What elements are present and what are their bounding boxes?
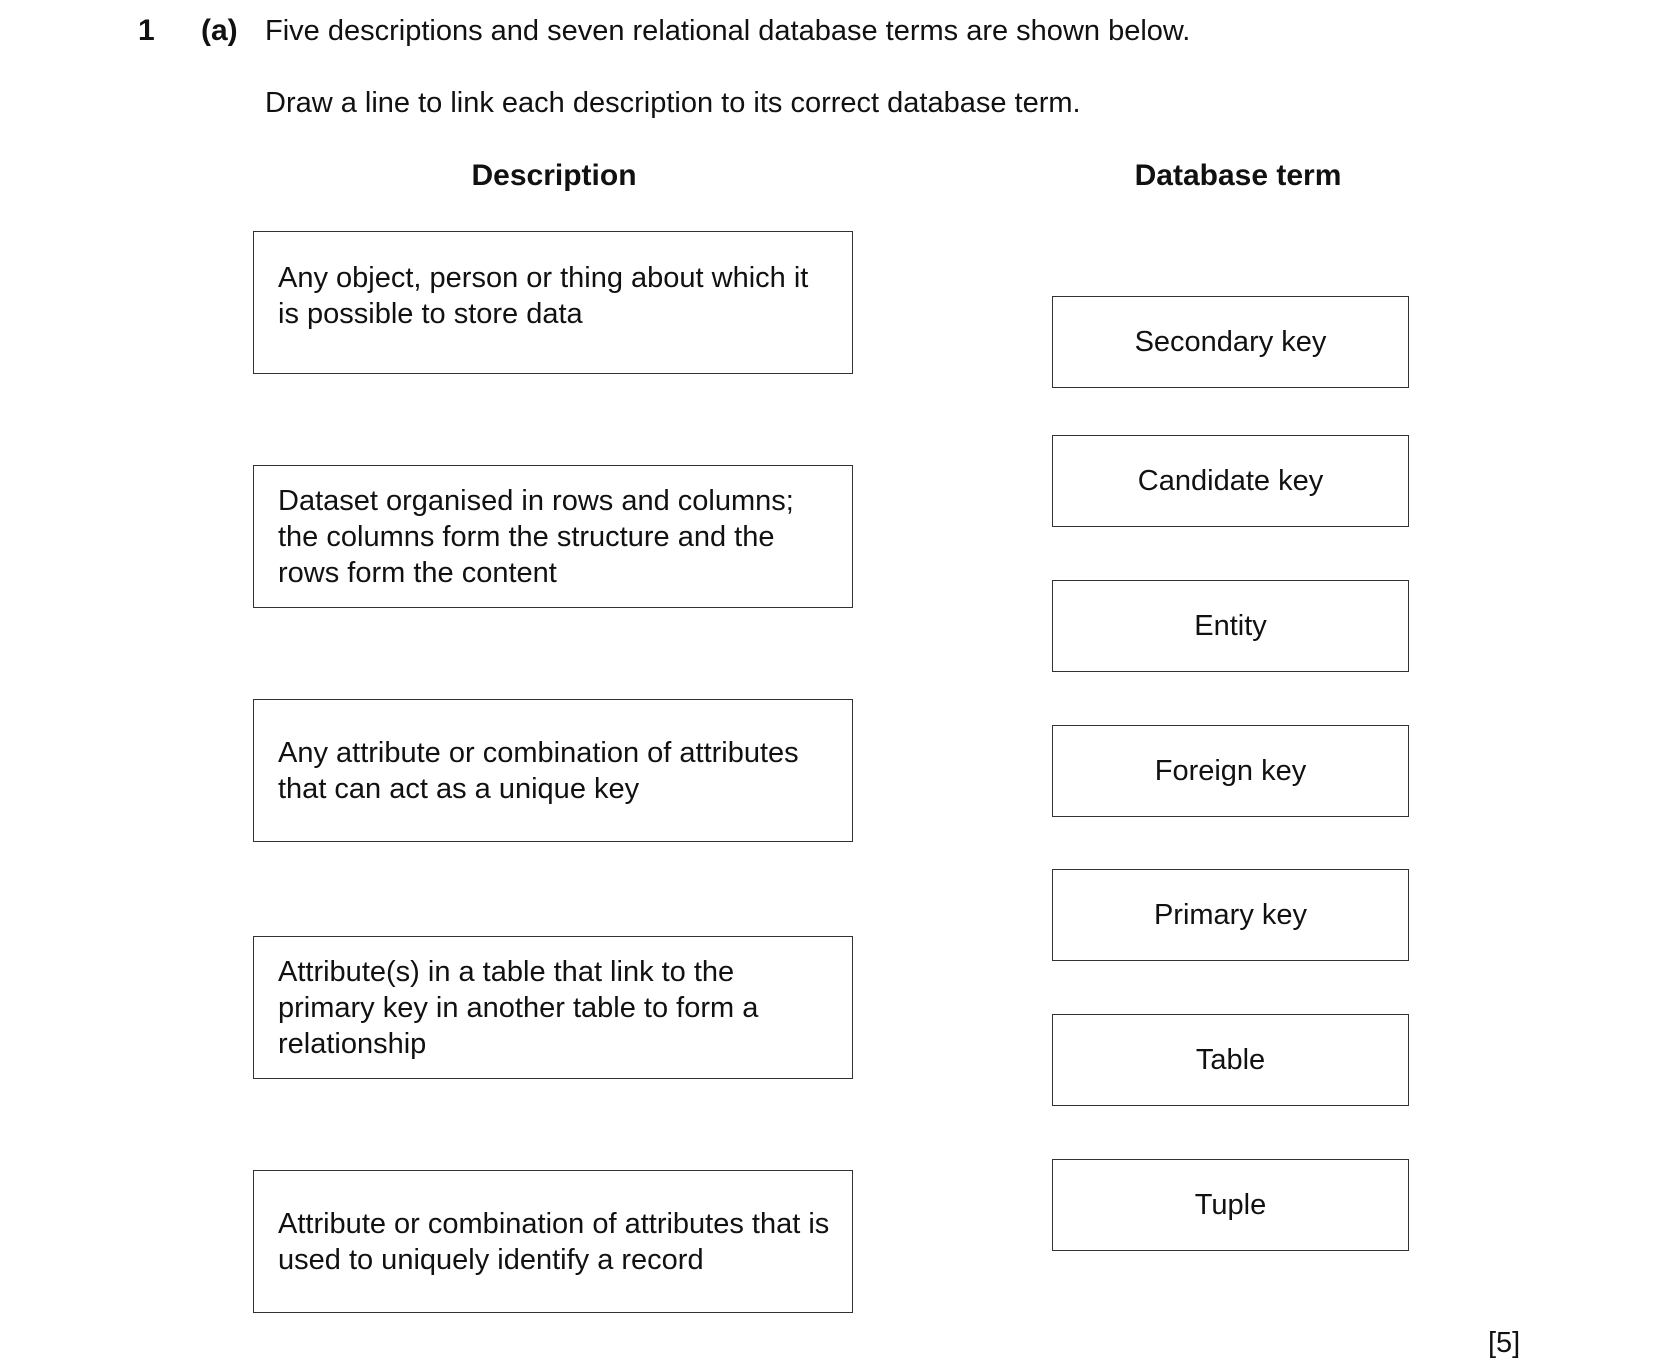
description-text: Any object, person or thing about which it is possible to store data bbox=[278, 261, 809, 330]
term-box-secondary-key[interactable]: Secondary key bbox=[1052, 296, 1409, 388]
description-text: Attribute(s) in a table that link to the primary key in another table to form a relationship bbox=[278, 955, 759, 1060]
description-box-primary-key[interactable] bbox=[253, 1170, 853, 1313]
question-part: (a) bbox=[201, 14, 238, 47]
description-text: Dataset organised in rows and columns; the columns form the structure and the rows form the content bbox=[278, 484, 794, 589]
description-text: Any attribute or combination of attributes that can act as a unique key bbox=[278, 736, 799, 805]
description-text: Attribute or combination of attributes that is used to uniquely identify a record bbox=[278, 1207, 830, 1276]
question-number: 1 bbox=[138, 14, 155, 47]
description-box-entity[interactable] bbox=[253, 231, 853, 374]
term-box-entity[interactable]: Entity bbox=[1052, 580, 1409, 672]
description-box-candidate-key[interactable] bbox=[253, 699, 853, 842]
description-column-heading: Description bbox=[471, 159, 637, 192]
marks-label: [5] bbox=[1488, 1327, 1521, 1359]
question-instruction: Draw a line to link each description to its correct database term. bbox=[265, 87, 1081, 119]
term-box-candidate-key[interactable]: Candidate key bbox=[1052, 435, 1409, 527]
term-box-table[interactable]: Table bbox=[1052, 1014, 1409, 1106]
question-intro: Five descriptions and seven relational database terms are shown below. bbox=[265, 15, 1191, 47]
term-box-tuple[interactable]: Tuple bbox=[1052, 1159, 1409, 1251]
description-box-foreign-key[interactable] bbox=[253, 936, 853, 1079]
term-box-foreign-key[interactable]: Foreign key bbox=[1052, 725, 1409, 817]
term-column-heading: Database term bbox=[1134, 159, 1342, 192]
term-box-primary-key[interactable]: Primary key bbox=[1052, 869, 1409, 961]
description-box-table[interactable] bbox=[253, 465, 853, 608]
